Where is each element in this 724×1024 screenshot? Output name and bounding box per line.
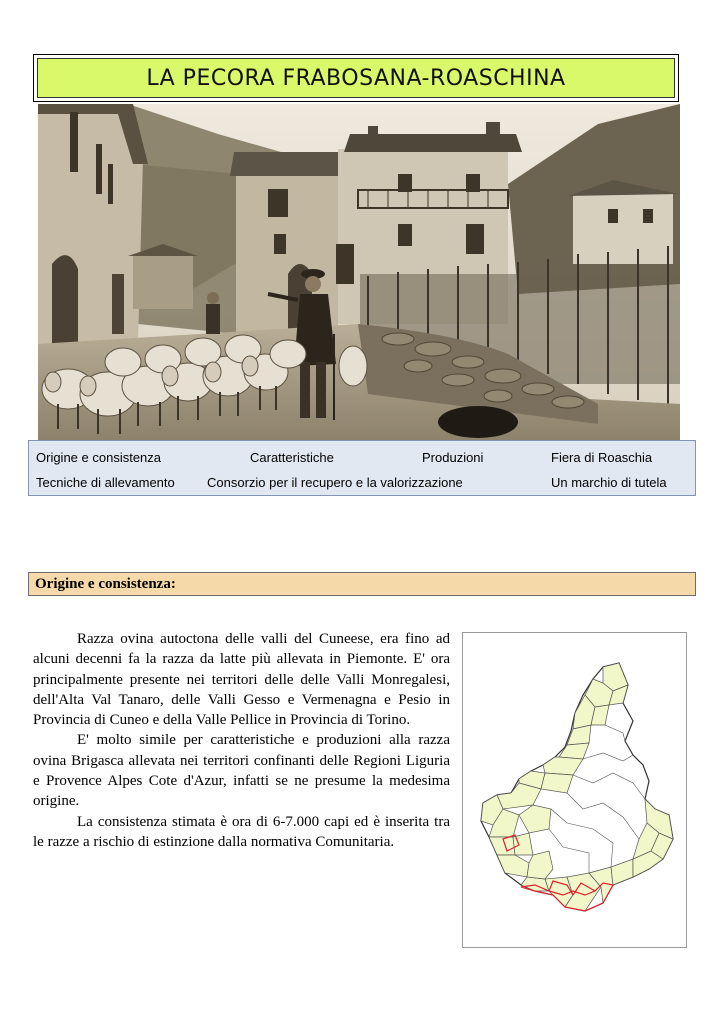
nav-link-caratteristiche[interactable]: Caratteristiche	[250, 450, 334, 465]
distribution-map	[462, 632, 687, 948]
nav-link-consorzio[interactable]: Consorzio per il recupero e la valorizzazione	[207, 475, 463, 490]
nav-link-tecniche[interactable]: Tecniche di allevamento	[36, 475, 175, 490]
nav-link-produzioni[interactable]: Produzioni	[422, 450, 484, 465]
title-frame	[33, 54, 679, 102]
paragraph-1: Razza ovina autoctona delle valli del Cuneese, era fino ad alcuni decenni fa la razza da latte più allevata in Piemonte. E' ora principalmente presente nei territori delle delle Valli Monregalesi, dell'Alta Val Tanaro, delle Valli Gesso e Vermenagna e Pesio in Provincia di Cuneo e della Valle Pellice in Provincia di Torino.	[33, 631, 450, 729]
section-heading-bar	[28, 572, 696, 596]
section-heading: Origine e consistenza:	[35, 576, 176, 592]
nav-link-fiera[interactable]: Fiera di Roaschia	[551, 450, 653, 465]
nav-link-origine[interactable]: Origine e consistenza	[36, 450, 162, 465]
section-body	[33, 629, 450, 852]
paragraph-3: La consistenza stimata è ora di 6-7.000 capi ed è inserita tra le razze a rischio di estinzione dalla normativa Comunitaria.	[33, 813, 450, 850]
page-title: LA PECORA FRABOSANA-ROASCHINA	[146, 65, 566, 91]
historical-photo	[38, 104, 680, 440]
section-navigation	[28, 440, 696, 496]
nav-link-marchio[interactable]: Un marchio di tutela	[551, 475, 667, 490]
paragraph-2: E' molto simile per caratteristiche e produzioni alla razza ovina Brigasca allevata nei territori confinanti delle Regioni Liguria e Provence Alpes Cote d'Azur, infatti se ne presume la medesima origine.	[33, 732, 450, 810]
title-banner	[37, 58, 675, 98]
